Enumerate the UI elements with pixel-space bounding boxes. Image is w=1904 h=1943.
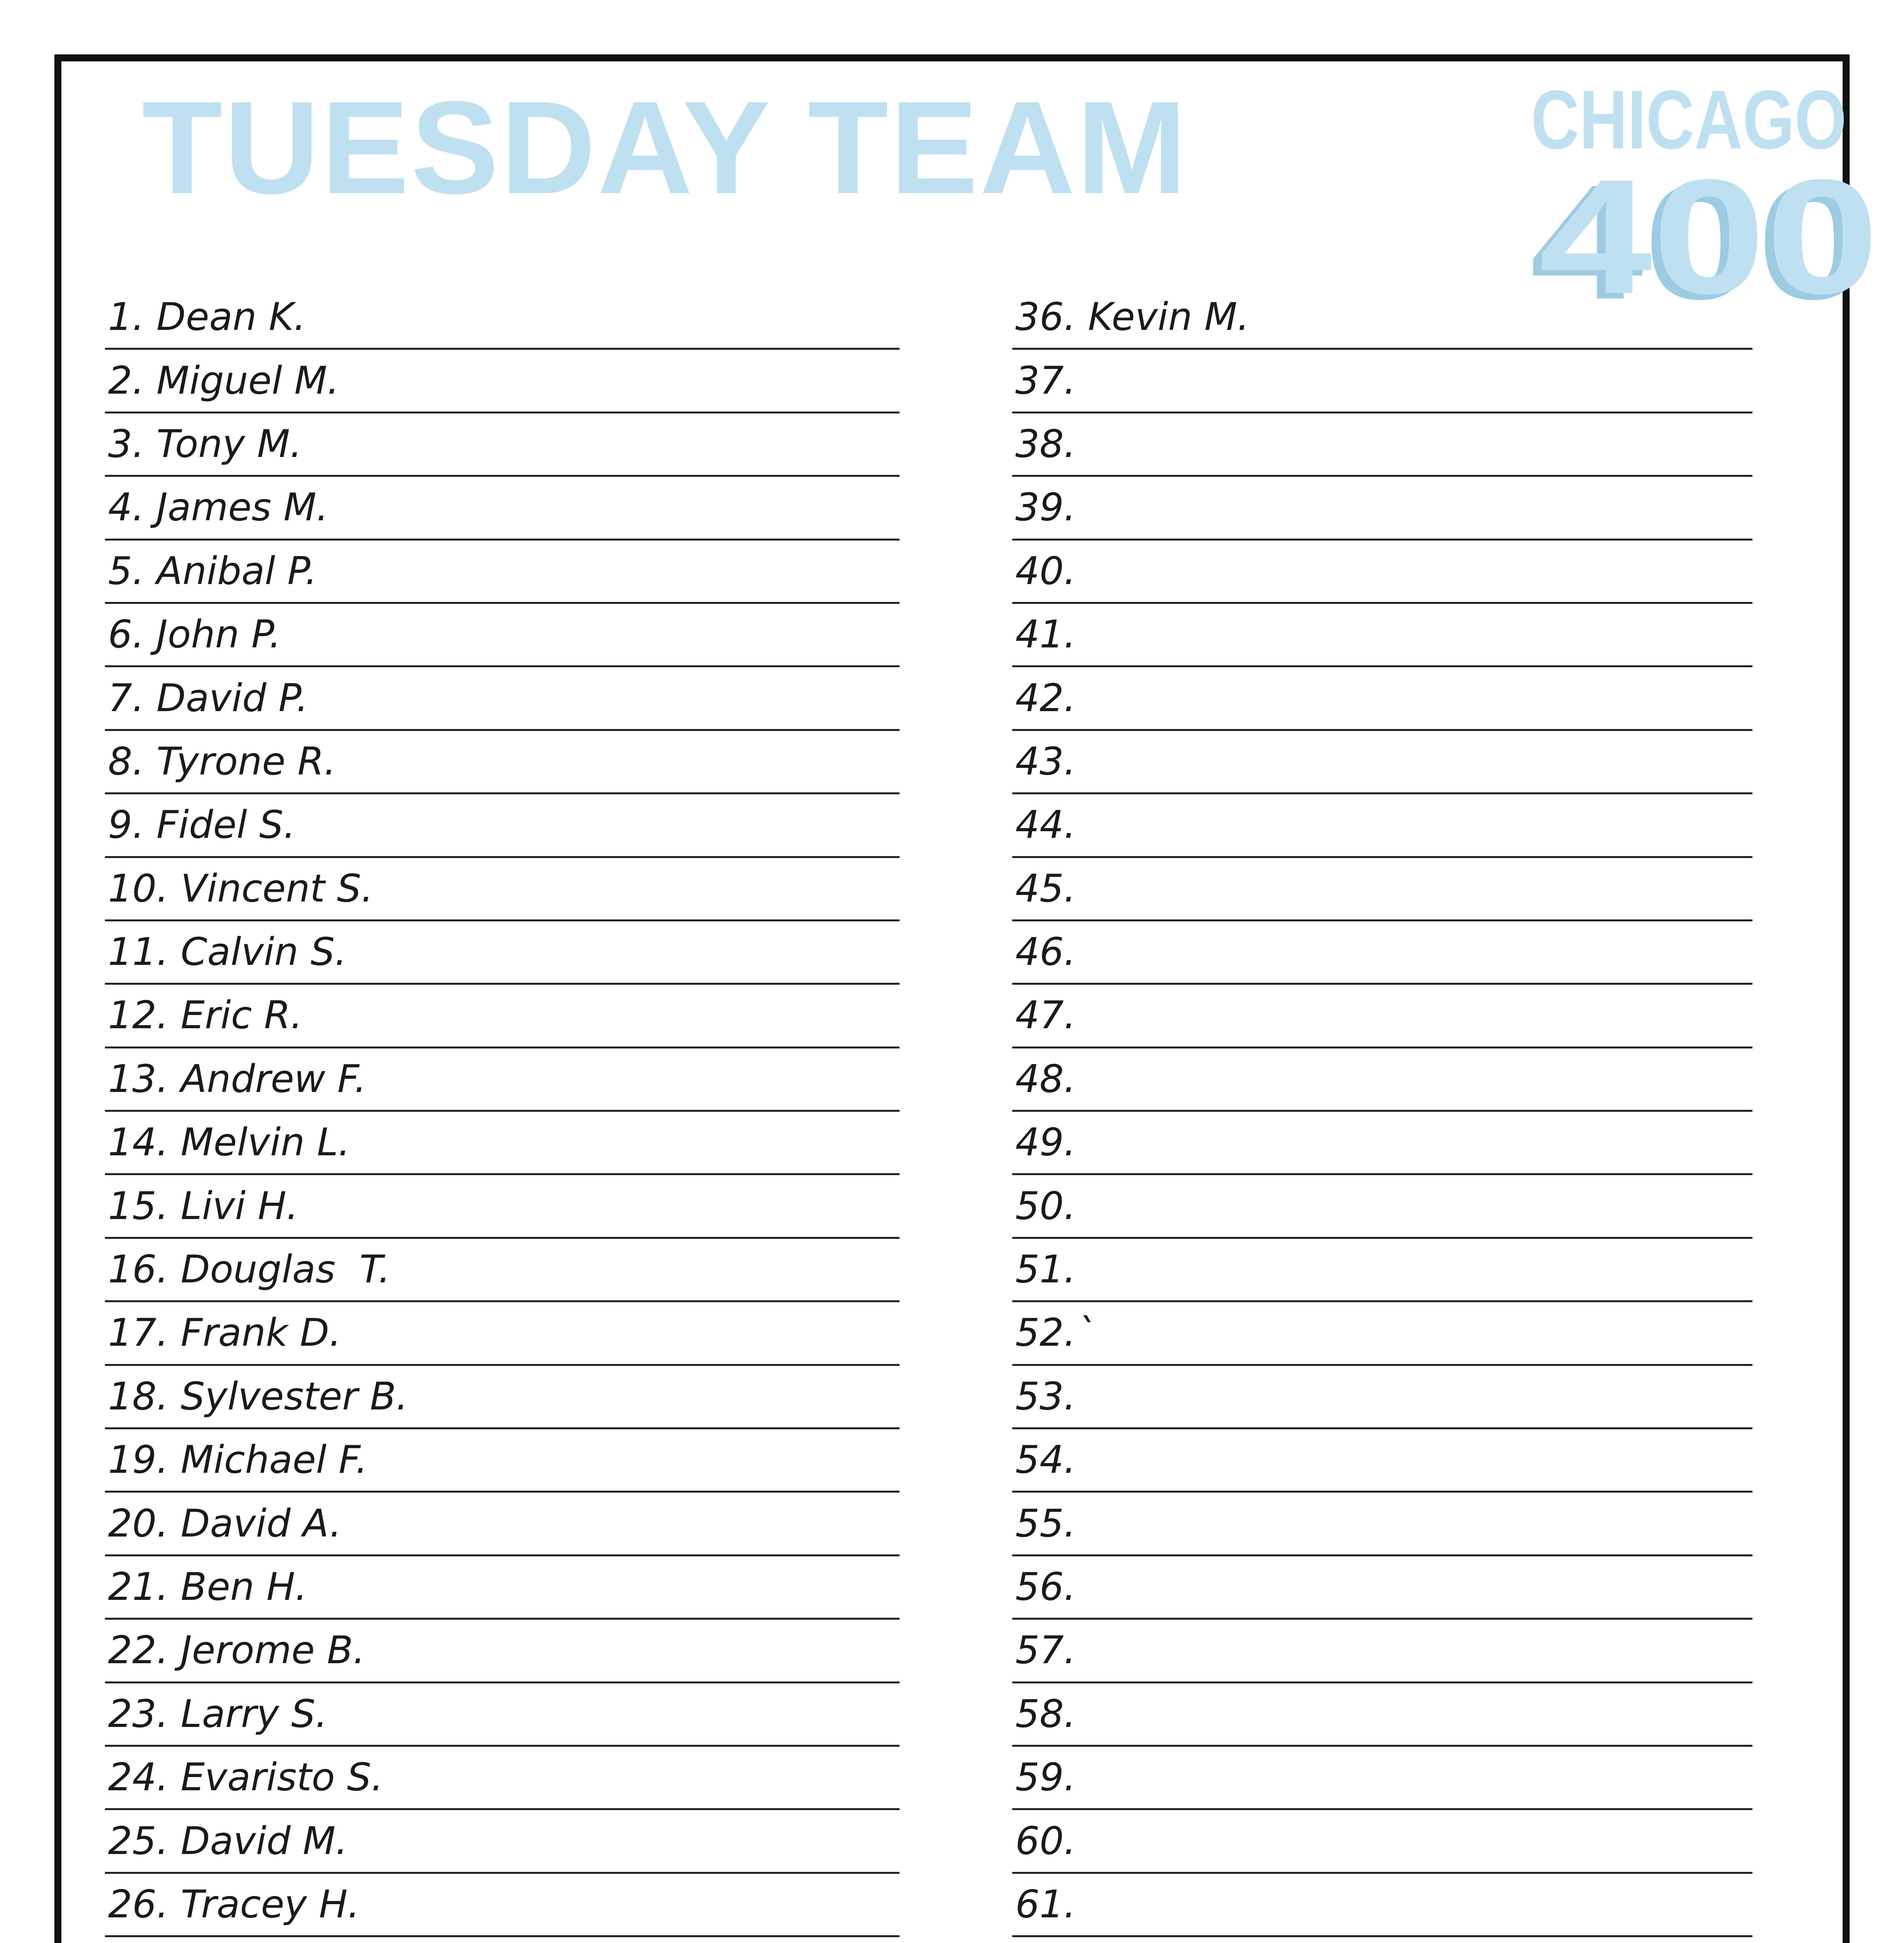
roster-left-column — [105, 286, 900, 1943]
roster-row: 5. Anibal P. — [105, 541, 900, 604]
roster-row: 12. Eric R. — [105, 985, 900, 1048]
roster-row: 58. — [1012, 1683, 1752, 1747]
page-title: TUESDAY TEAM — [142, 74, 1188, 222]
roster-row — [105, 1937, 900, 1943]
chicago-400-logo — [1531, 73, 1879, 328]
roster-row: 51. — [1012, 1239, 1752, 1302]
roster-row: 3. Tony M. — [105, 413, 900, 477]
roster-row: 38. — [1012, 413, 1752, 477]
roster-row: 50. — [1012, 1175, 1752, 1238]
roster-row: 20. David A. — [105, 1493, 900, 1556]
roster-row: 48. — [1012, 1048, 1752, 1112]
roster-row: 25. David M. — [105, 1810, 900, 1873]
roster-row: 13. Andrew F. — [105, 1048, 900, 1112]
roster-row: 46. — [1012, 921, 1752, 985]
roster-row: 22. Jerome B. — [105, 1620, 900, 1683]
roster-row: 61. — [1012, 1874, 1752, 1937]
roster-row: 6. John P. — [105, 604, 900, 667]
roster-row: 59. — [1012, 1747, 1752, 1810]
roster-row: 10. Vincent S. — [105, 858, 900, 921]
roster-row: 49. — [1012, 1112, 1752, 1175]
roster-right-column — [1012, 286, 1752, 1943]
roster-row: 39. — [1012, 477, 1752, 540]
roster-row: 56. — [1012, 1556, 1752, 1620]
roster-row: 42. — [1012, 667, 1752, 731]
roster-row: 2. Miguel M. — [105, 350, 900, 413]
roster-row: 55. — [1012, 1493, 1752, 1556]
roster-row: 7. David P. — [105, 667, 900, 731]
roster-row: 14. Melvin L. — [105, 1112, 900, 1175]
roster-row: 57. — [1012, 1620, 1752, 1683]
roster-row: 53. — [1012, 1366, 1752, 1429]
roster-row: 19. Michael F. — [105, 1429, 900, 1493]
logo-text-400: 400 — [1539, 146, 1879, 328]
logo-text-chicago: CHICAGO — [1531, 73, 1847, 166]
roster-row: 21. Ben H. — [105, 1556, 900, 1620]
roster-row: 9. Fidel S. — [105, 794, 900, 858]
roster-row: 17. Frank D. — [105, 1302, 900, 1366]
roster-row: 4. James M. — [105, 477, 900, 540]
roster-row: 15. Livi H. — [105, 1175, 900, 1238]
roster-row: 11. Calvin S. — [105, 921, 900, 985]
roster-row — [1012, 1937, 1752, 1943]
roster-row: 54. — [1012, 1429, 1752, 1493]
roster-row: 47. — [1012, 985, 1752, 1048]
roster-row: 18. Sylvester B. — [105, 1366, 900, 1429]
roster-row: 45. — [1012, 858, 1752, 921]
roster-row: 36. Kevin M. — [1012, 286, 1752, 350]
roster-row: 1. Dean K. — [105, 286, 900, 350]
roster-row: 24. Evaristo S. — [105, 1747, 900, 1810]
roster-row: 37. — [1012, 350, 1752, 413]
roster-row: 26. Tracey H. — [105, 1874, 900, 1937]
roster-row: 60. — [1012, 1810, 1752, 1873]
roster-row: 16. Douglas T. — [105, 1239, 900, 1302]
roster-row: 40. — [1012, 541, 1752, 604]
roster-row: 23. Larry S. — [105, 1683, 900, 1747]
roster-row: 44. — [1012, 794, 1752, 858]
roster-row: 52.` — [1012, 1302, 1752, 1366]
roster-row: 8. Tyrone R. — [105, 731, 900, 794]
roster-row: 41. — [1012, 604, 1752, 667]
roster-row: 43. — [1012, 731, 1752, 794]
